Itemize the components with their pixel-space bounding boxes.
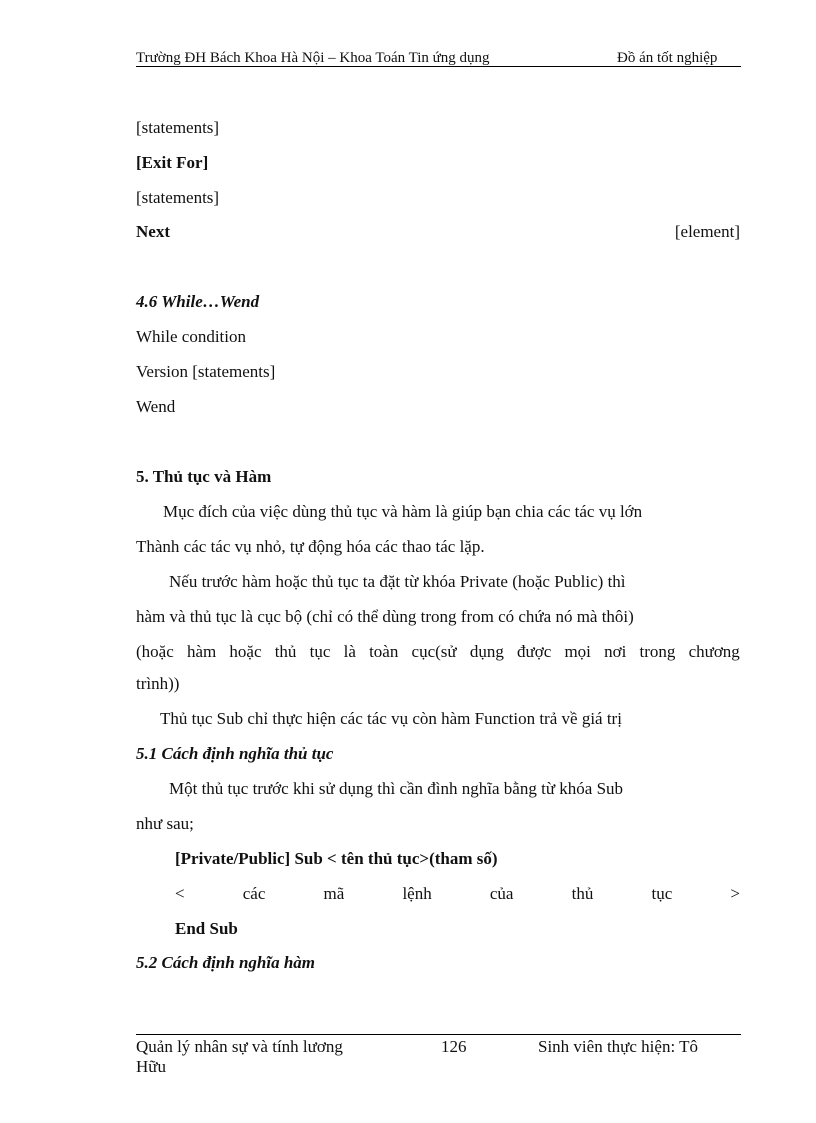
footer-page-number: 126 xyxy=(441,1037,467,1056)
word: trong xyxy=(639,642,676,661)
wend-line: Wend xyxy=(136,397,176,416)
exit-for-line: [Exit For] xyxy=(136,153,209,172)
paragraph-private-public: Nếu trước hàm hoặc thủ tục ta đặt từ khóa Private (hoặc Public) thì xyxy=(169,572,626,591)
word: tục xyxy=(651,884,673,903)
statements-line-1: [statements] xyxy=(136,118,220,137)
paragraph-global-scope-cont: trình)) xyxy=(136,674,180,693)
paragraph-purpose-cont: Thành các tác vụ nhỏ, tự động hóa các thao tác lặp. xyxy=(136,537,485,556)
paragraph-as-follows: như sau; xyxy=(136,814,194,833)
footer-student: Sinh viên thực hiện: Tô xyxy=(538,1037,698,1056)
paragraph-global-scope xyxy=(136,641,740,663)
code-end-sub: End Sub xyxy=(175,919,238,938)
section-4-6-heading: 4.6 While…Wend xyxy=(136,292,260,311)
next-element: [element] xyxy=(674,222,740,241)
next-keyword: Next xyxy=(136,222,170,241)
word: của xyxy=(489,884,514,903)
header-rule xyxy=(136,66,741,67)
header-doc-type: Đồ án tốt nghiệp xyxy=(617,50,718,66)
header-school: Trường ĐH Bách Khoa Hà Nội – Khoa Toán Tin ứng dụng xyxy=(136,50,490,66)
section-5-1-heading: 5.1 Cách định nghĩa thủ tục xyxy=(136,744,334,763)
code-sub-declaration: [Private/Public] Sub < tên thủ tục>(tham số) xyxy=(175,849,498,868)
word: thủ xyxy=(571,884,594,903)
word: tục xyxy=(309,642,331,661)
paragraph-sub-vs-function: Thủ tục Sub chỉ thực hiện các tác vụ còn hàm Function trả về giá trị xyxy=(160,709,622,728)
statements-line-2: [statements] xyxy=(136,188,220,207)
section-5-heading: 5. Thủ tục và Hàm xyxy=(136,467,272,486)
word: lệnh xyxy=(402,884,432,903)
word: thủ xyxy=(274,642,297,661)
word: là xyxy=(343,642,356,661)
word: nơi xyxy=(604,642,627,661)
word: toàn xyxy=(369,642,399,661)
footer-rule xyxy=(136,1034,741,1035)
footer-title: Quản lý nhân sự và tính lương xyxy=(136,1037,343,1056)
word: dụng xyxy=(469,642,504,661)
version-statements-line: Version [statements] xyxy=(136,362,276,381)
code-sub-body xyxy=(175,883,740,905)
word: hàm xyxy=(186,642,217,661)
word: mã xyxy=(323,884,345,903)
word: mọi xyxy=(564,642,591,661)
paragraph-purpose: Mục đích của việc dùng thủ tục và hàm là giúp bạn chia các tác vụ lớn xyxy=(163,502,643,521)
paragraph-local-scope: hàm và thủ tục là cục bộ (chỉ có thể dùng trong from có chứa nó mà thôi) xyxy=(136,607,634,626)
word: hoặc xyxy=(229,642,262,661)
next-line xyxy=(136,221,740,243)
paragraph-define-sub: Một thủ tục trước khi sử dụng thì cần đình nghĩa bằng từ khóa Sub xyxy=(169,779,624,798)
word: được xyxy=(517,642,552,661)
while-condition-line: While condition xyxy=(136,327,247,346)
word: các xyxy=(242,884,266,903)
word: < xyxy=(175,884,185,903)
word: (hoặc xyxy=(136,642,174,661)
word: cục(sử xyxy=(411,642,457,661)
word: chương xyxy=(688,642,740,661)
word: > xyxy=(730,884,740,903)
section-5-2-heading: 5.2 Cách định nghĩa hàm xyxy=(136,953,316,972)
footer-student-cont: Hữu xyxy=(136,1057,166,1076)
